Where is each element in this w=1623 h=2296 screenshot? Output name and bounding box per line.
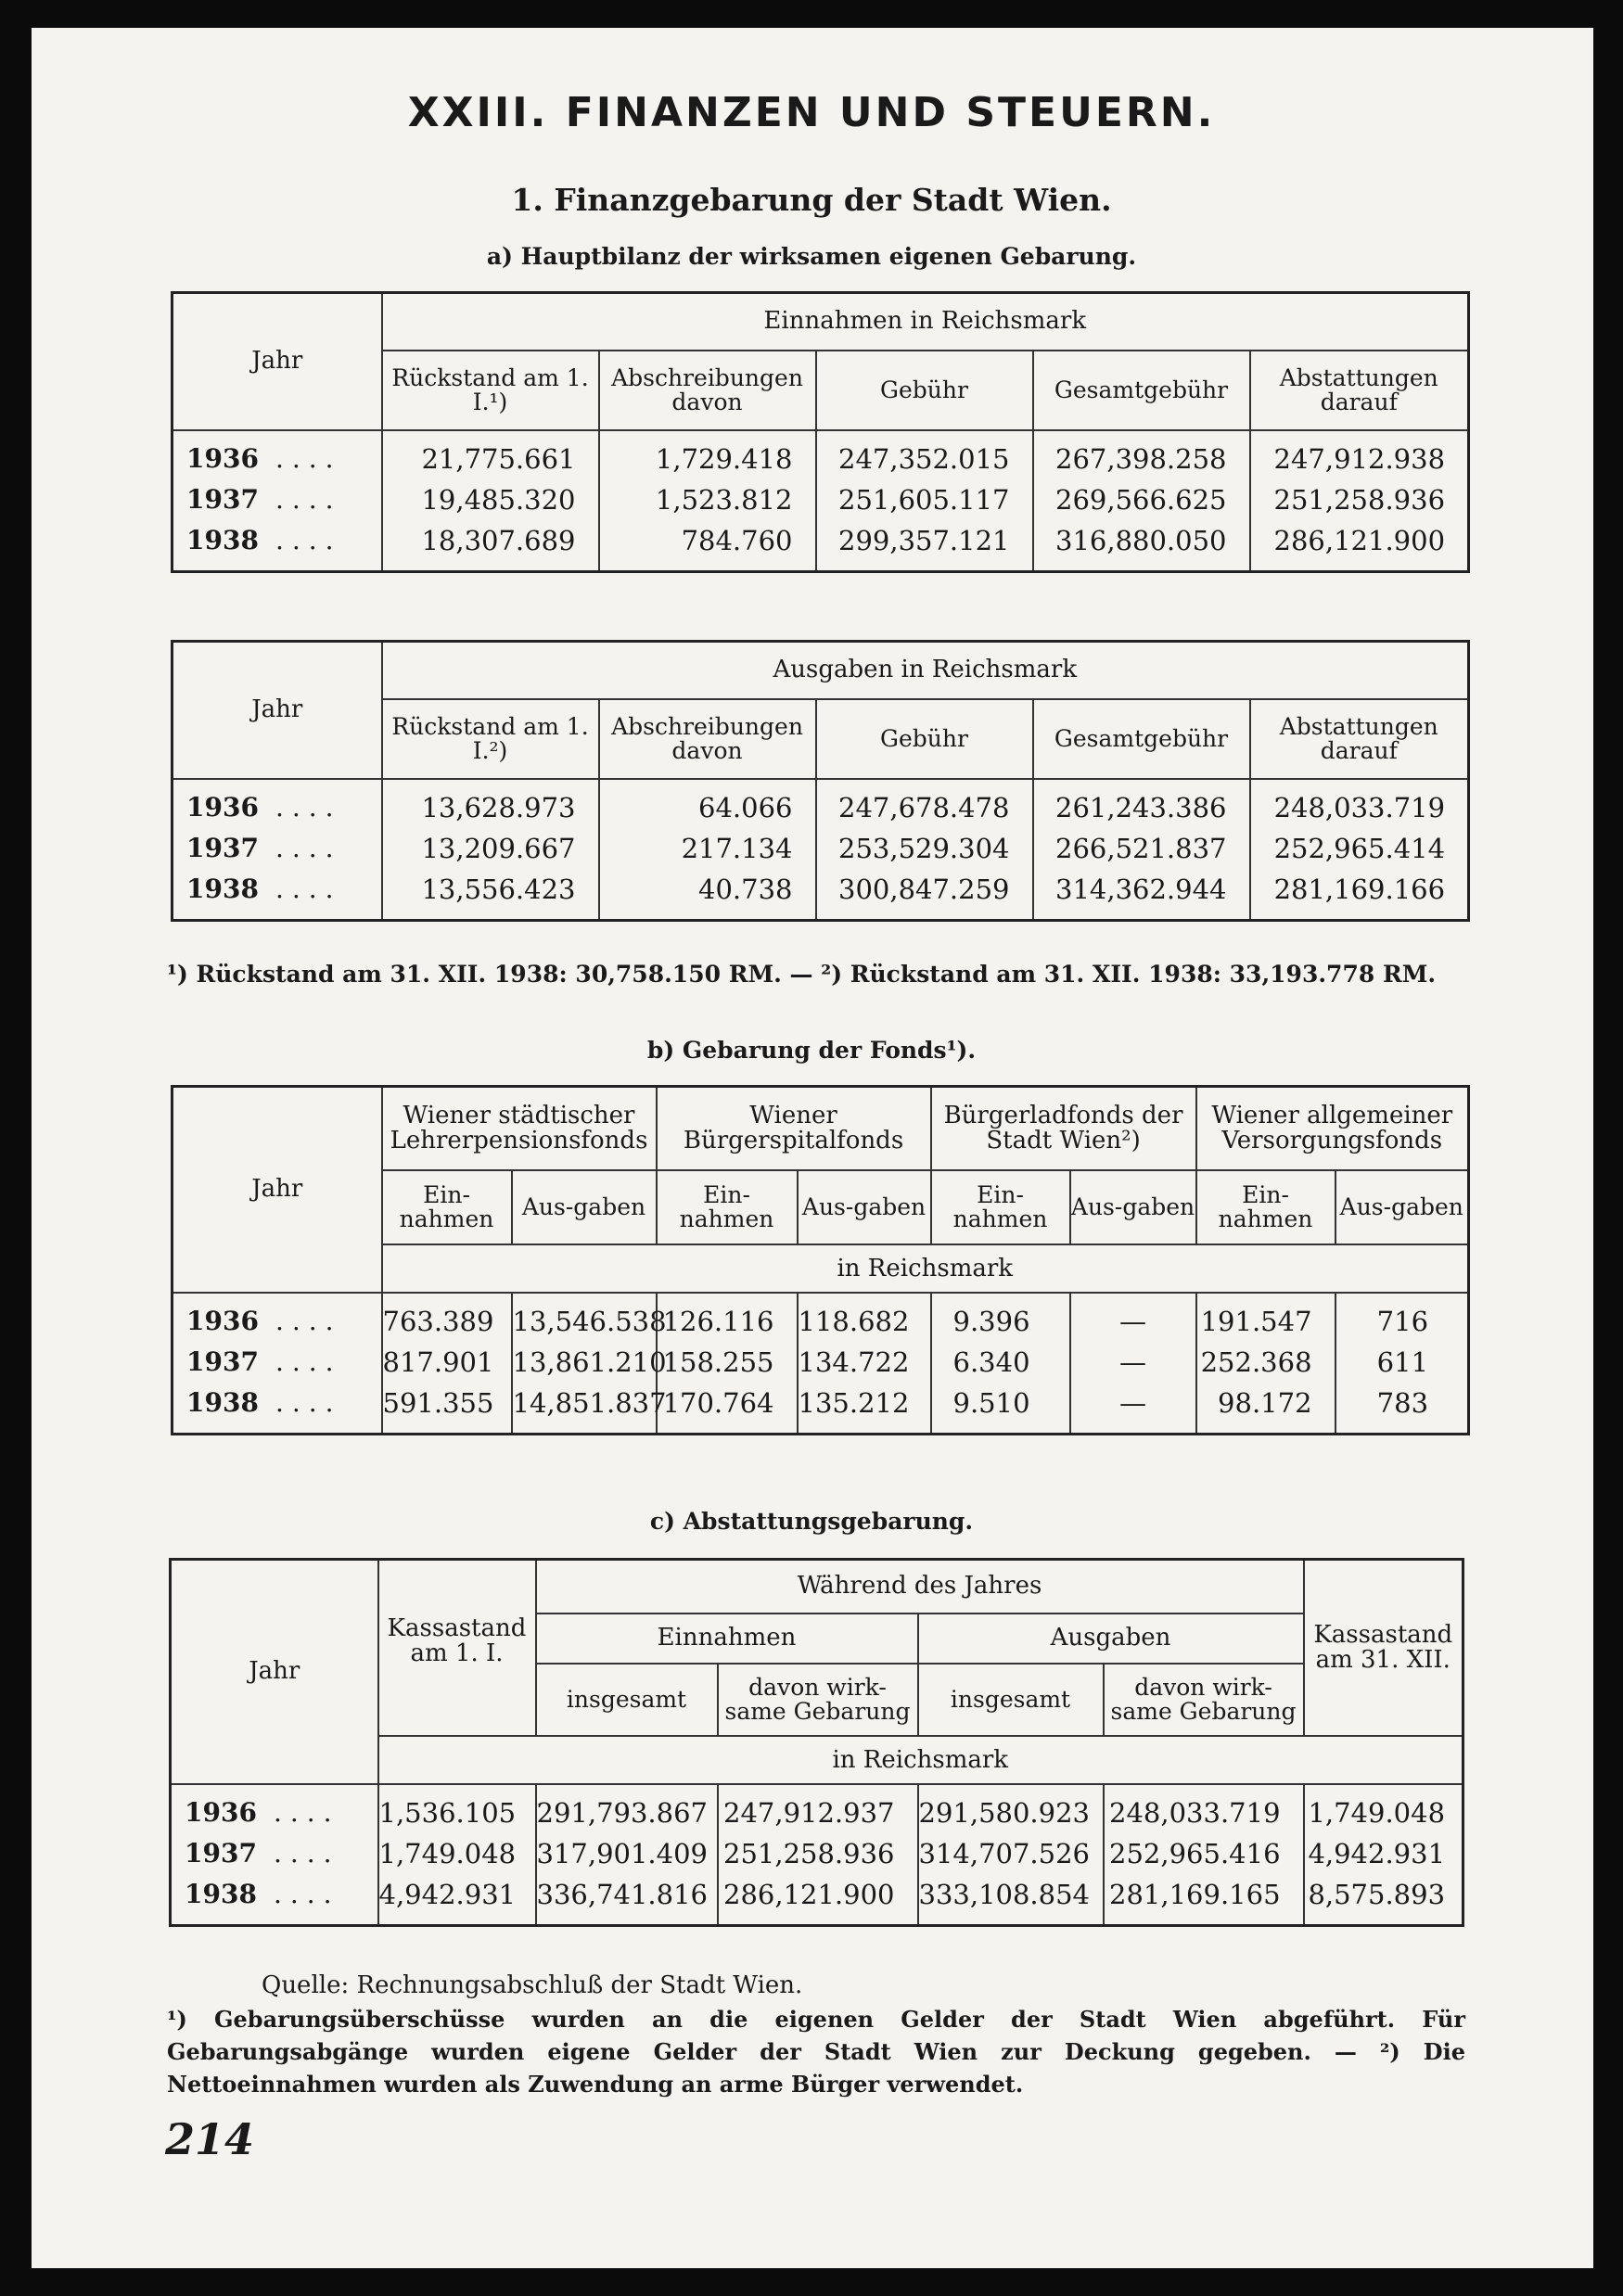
- table-row: [173, 1383, 1469, 1423]
- table-cell: —: [1070, 1301, 1196, 1342]
- table-row: [173, 828, 1469, 869]
- section-title: XXIII. FINANZEN UND STEUERN.: [407, 89, 1216, 136]
- caption-table-b: b) Gebarung der Fonds¹).: [646, 1037, 977, 1064]
- year-cell: 1938: [185, 1878, 257, 1909]
- column-header: Rückstand am 1. I.²): [382, 699, 599, 779]
- table-cell: 1,729.418: [599, 439, 816, 479]
- ausgaben-header: Ausgaben: [918, 1614, 1304, 1664]
- year-cell: 1938: [186, 524, 259, 555]
- leader-dots: ....: [273, 1837, 340, 1869]
- table-cell: 333,108.854: [918, 1874, 1104, 1915]
- einnahmen-group-header: Einnahmen in Reichsmark: [382, 293, 1469, 351]
- page-subtitle: 1. Finanzgebarung der Stadt Wien.: [511, 182, 1112, 218]
- table-a-einnahmen: [171, 291, 1470, 573]
- during-year-header: Während des Jahres: [536, 1560, 1304, 1614]
- table-cell: 336,741.816: [536, 1874, 718, 1915]
- kassastand-end-header: Kassastand am 31. XII.: [1304, 1560, 1463, 1736]
- leader-dots: ....: [275, 524, 342, 555]
- table-cell: 286,121.900: [718, 1874, 918, 1915]
- table-cell: 1,749.048: [1304, 1792, 1463, 1833]
- column-header: Rückstand am 1. I.¹): [382, 351, 599, 430]
- table-cell: 281,169.166: [1250, 869, 1469, 910]
- table-cell: 247,678.478: [816, 787, 1033, 828]
- year-cell: 1936: [186, 442, 259, 474]
- leader-dots: ....: [275, 1305, 342, 1336]
- column-header: Ein-nahmen: [657, 1170, 798, 1244]
- column-header: insgesamt: [536, 1664, 718, 1736]
- table-row: [173, 520, 1469, 561]
- year-cell: 1936: [186, 1305, 259, 1336]
- page-number: 214: [165, 2114, 255, 2164]
- table-cell: 19,485.320: [382, 479, 599, 520]
- table-row: [173, 439, 1469, 479]
- table-cell: 18,307.689: [382, 520, 599, 561]
- table-cell: 261,243.386: [1033, 787, 1250, 828]
- column-header: Ein-nahmen: [1196, 1170, 1335, 1244]
- column-header: Abstattungen darauf: [1250, 699, 1469, 779]
- table-cell: 64.066: [599, 787, 816, 828]
- year-cell: 1938: [186, 873, 259, 904]
- table-row: [173, 1342, 1469, 1383]
- unit-label: in Reichsmark: [378, 1736, 1463, 1784]
- table-cell: 716: [1335, 1301, 1469, 1342]
- jahr-header: Jahr: [173, 1087, 382, 1293]
- table-cell: 6.340: [931, 1342, 1070, 1383]
- table-cell: 118.682: [798, 1301, 931, 1342]
- table-cell: 591.355: [382, 1383, 512, 1423]
- leader-dots: ....: [275, 483, 342, 515]
- year-cell: 1937: [186, 483, 259, 515]
- table-cell: 158.255: [657, 1342, 798, 1383]
- table-cell: 248,033.719: [1104, 1792, 1304, 1833]
- column-header: Aus-gaben: [798, 1170, 931, 1244]
- year-cell: 1936: [185, 1796, 257, 1828]
- leader-dots: ....: [275, 873, 342, 904]
- table-cell: 281,169.165: [1104, 1874, 1304, 1915]
- table-cell: 13,546.538: [512, 1301, 657, 1342]
- table-cell: 191.547: [1196, 1301, 1335, 1342]
- jahr-header: Jahr: [173, 642, 382, 779]
- column-header: Aus-gaben: [512, 1170, 657, 1244]
- table-cell: —: [1070, 1383, 1196, 1423]
- leader-dots: ....: [273, 1878, 340, 1909]
- column-header: Ein-nahmen: [931, 1170, 1070, 1244]
- table-cell: 170.764: [657, 1383, 798, 1423]
- table-cell: 247,912.938: [1250, 439, 1469, 479]
- table-cell: 4,942.931: [378, 1874, 536, 1915]
- table-cell: 253,529.304: [816, 828, 1033, 869]
- table-cell: 14,851.837: [512, 1383, 657, 1423]
- caption-table-c: c) Abstattungsgebarung.: [649, 1508, 974, 1535]
- column-header: Ein-nahmen: [382, 1170, 512, 1244]
- table-cell: 217.134: [599, 828, 816, 869]
- column-header: insgesamt: [918, 1664, 1104, 1736]
- leader-dots: ....: [275, 1386, 342, 1418]
- caption-table-a: a) Hauptbilanz der wirksamen eigenen Gebarung.: [486, 243, 1137, 270]
- table-cell: 13,861.210: [512, 1342, 657, 1383]
- column-header: Gesamtgebühr: [1033, 351, 1250, 430]
- table-cell: 9.510: [931, 1383, 1070, 1423]
- table-cell: 316,880.050: [1033, 520, 1250, 561]
- table-row: [173, 869, 1469, 910]
- table-row: [171, 1833, 1463, 1874]
- table-cell: 251,258.936: [1250, 479, 1469, 520]
- table-cell: 314,362.944: [1033, 869, 1250, 910]
- table-cell: 286,121.900: [1250, 520, 1469, 561]
- source-line: Quelle: Rechnungsabschluß der Stadt Wien.: [262, 1971, 803, 1999]
- table-cell: 13,628.973: [382, 787, 599, 828]
- fund-header: Wiener allgemeiner Versorgungsfonds: [1196, 1087, 1469, 1170]
- table-cell: 317,901.409: [536, 1833, 718, 1874]
- fund-header: Wiener Bürgerspitalfonds: [657, 1087, 931, 1170]
- table-a-ausgaben: [171, 640, 1470, 922]
- year-cell: 1938: [186, 1386, 259, 1418]
- table-cell: 98.172: [1196, 1383, 1335, 1423]
- table-cell: 13,209.667: [382, 828, 599, 869]
- column-header: davon wirk-same Gebarung: [1104, 1664, 1304, 1736]
- table-cell: 252.368: [1196, 1342, 1335, 1383]
- year-cell: 1937: [186, 832, 259, 863]
- footnote-table-a: ¹) Rückstand am 31. XII. 1938: 30,758.150 RM. — ²) Rückstand am 31. XII. 1938: 33,193.778 RM.: [167, 961, 1437, 988]
- column-header: Gesamtgebühr: [1033, 699, 1250, 779]
- table-cell: 291,793.867: [536, 1792, 718, 1833]
- table-cell: 126.116: [657, 1301, 798, 1342]
- table-c-abstattung: [169, 1558, 1464, 1927]
- table-cell: 763.389: [382, 1301, 512, 1342]
- table-cell: 252,965.414: [1250, 828, 1469, 869]
- kassastand-start-header: Kassastand am 1. I.: [378, 1560, 536, 1736]
- column-header: Abstattungen darauf: [1250, 351, 1469, 430]
- table-cell: 40.738: [599, 869, 816, 910]
- jahr-header: Jahr: [171, 1560, 378, 1784]
- leader-dots: ....: [275, 1346, 342, 1377]
- year-cell: 1936: [186, 791, 259, 823]
- column-header: Aus-gaben: [1335, 1170, 1469, 1244]
- table-row: [171, 1874, 1463, 1915]
- table-cell: 135.212: [798, 1383, 931, 1423]
- column-header: Gebühr: [816, 699, 1033, 779]
- leader-dots: ....: [275, 832, 342, 863]
- table-cell: 251,258.936: [718, 1833, 918, 1874]
- table-cell: 1,536.105: [378, 1792, 536, 1833]
- table-cell: 21,775.661: [382, 439, 599, 479]
- fund-header: Bürgerladfonds der Stadt Wien²): [931, 1087, 1196, 1170]
- table-cell: 269,566.625: [1033, 479, 1250, 520]
- table-row: [173, 479, 1469, 520]
- table-cell: 252,965.416: [1104, 1833, 1304, 1874]
- table-cell: 817.901: [382, 1342, 512, 1383]
- column-header: Gebühr: [816, 351, 1033, 430]
- column-header: Abschreibungen davon: [599, 351, 816, 430]
- table-cell: 134.722: [798, 1342, 931, 1383]
- table-cell: 266,521.837: [1033, 828, 1250, 869]
- ausgaben-group-header: Ausgaben in Reichsmark: [382, 642, 1469, 699]
- footnotes: ¹) Gebarungsüberschüsse wurden an die eigenen Gelder der Stadt Wien abgeführt. Für Gebarungsabgänge wurden eigene Gelder der Stadt Wien zur Deckung gegeben. — ²) Die Nettoeinnahmen wurden als Zuwendung an arme Bürger verwendet.: [167, 2006, 1465, 2098]
- table-cell: 300,847.259: [816, 869, 1033, 910]
- table-cell: 1,523.812: [599, 479, 816, 520]
- column-header: Aus-gaben: [1070, 1170, 1196, 1244]
- table-cell: 784.760: [599, 520, 816, 561]
- table-row: [173, 1301, 1469, 1342]
- table-cell: 251,605.117: [816, 479, 1033, 520]
- table-cell: 783: [1335, 1383, 1469, 1423]
- table-cell: 314,707.526: [918, 1833, 1104, 1874]
- year-cell: 1937: [186, 1346, 259, 1377]
- leader-dots: ....: [275, 791, 342, 823]
- table-row: [171, 1792, 1463, 1833]
- column-header: davon wirk-same Gebarung: [718, 1664, 918, 1736]
- table-row: [173, 787, 1469, 828]
- table-cell: 247,912.937: [718, 1792, 918, 1833]
- table-cell: 4,942.931: [1304, 1833, 1463, 1874]
- table-cell: 1,749.048: [378, 1833, 536, 1874]
- einnahmen-header: Einnahmen: [536, 1614, 918, 1664]
- table-cell: —: [1070, 1342, 1196, 1383]
- jahr-header: Jahr: [173, 293, 382, 430]
- table-cell: 267,398.258: [1033, 439, 1250, 479]
- leader-dots: ....: [275, 442, 342, 474]
- table-cell: 611: [1335, 1342, 1469, 1383]
- table-cell: 8,575.893: [1304, 1874, 1463, 1915]
- table-cell: 248,033.719: [1250, 787, 1469, 828]
- table-b-fonds: [171, 1085, 1470, 1435]
- table-cell: 291,580.923: [918, 1792, 1104, 1833]
- unit-label: in Reichsmark: [382, 1244, 1469, 1293]
- table-cell: 9.396: [931, 1301, 1070, 1342]
- fund-header: Wiener städtischer Lehrerpensionsfonds: [382, 1087, 657, 1170]
- year-cell: 1937: [185, 1837, 257, 1869]
- table-cell: 247,352.015: [816, 439, 1033, 479]
- table-cell: 13,556.423: [382, 869, 599, 910]
- leader-dots: ....: [273, 1796, 340, 1828]
- column-header: Abschreibungen davon: [599, 699, 816, 779]
- table-cell: 299,357.121: [816, 520, 1033, 561]
